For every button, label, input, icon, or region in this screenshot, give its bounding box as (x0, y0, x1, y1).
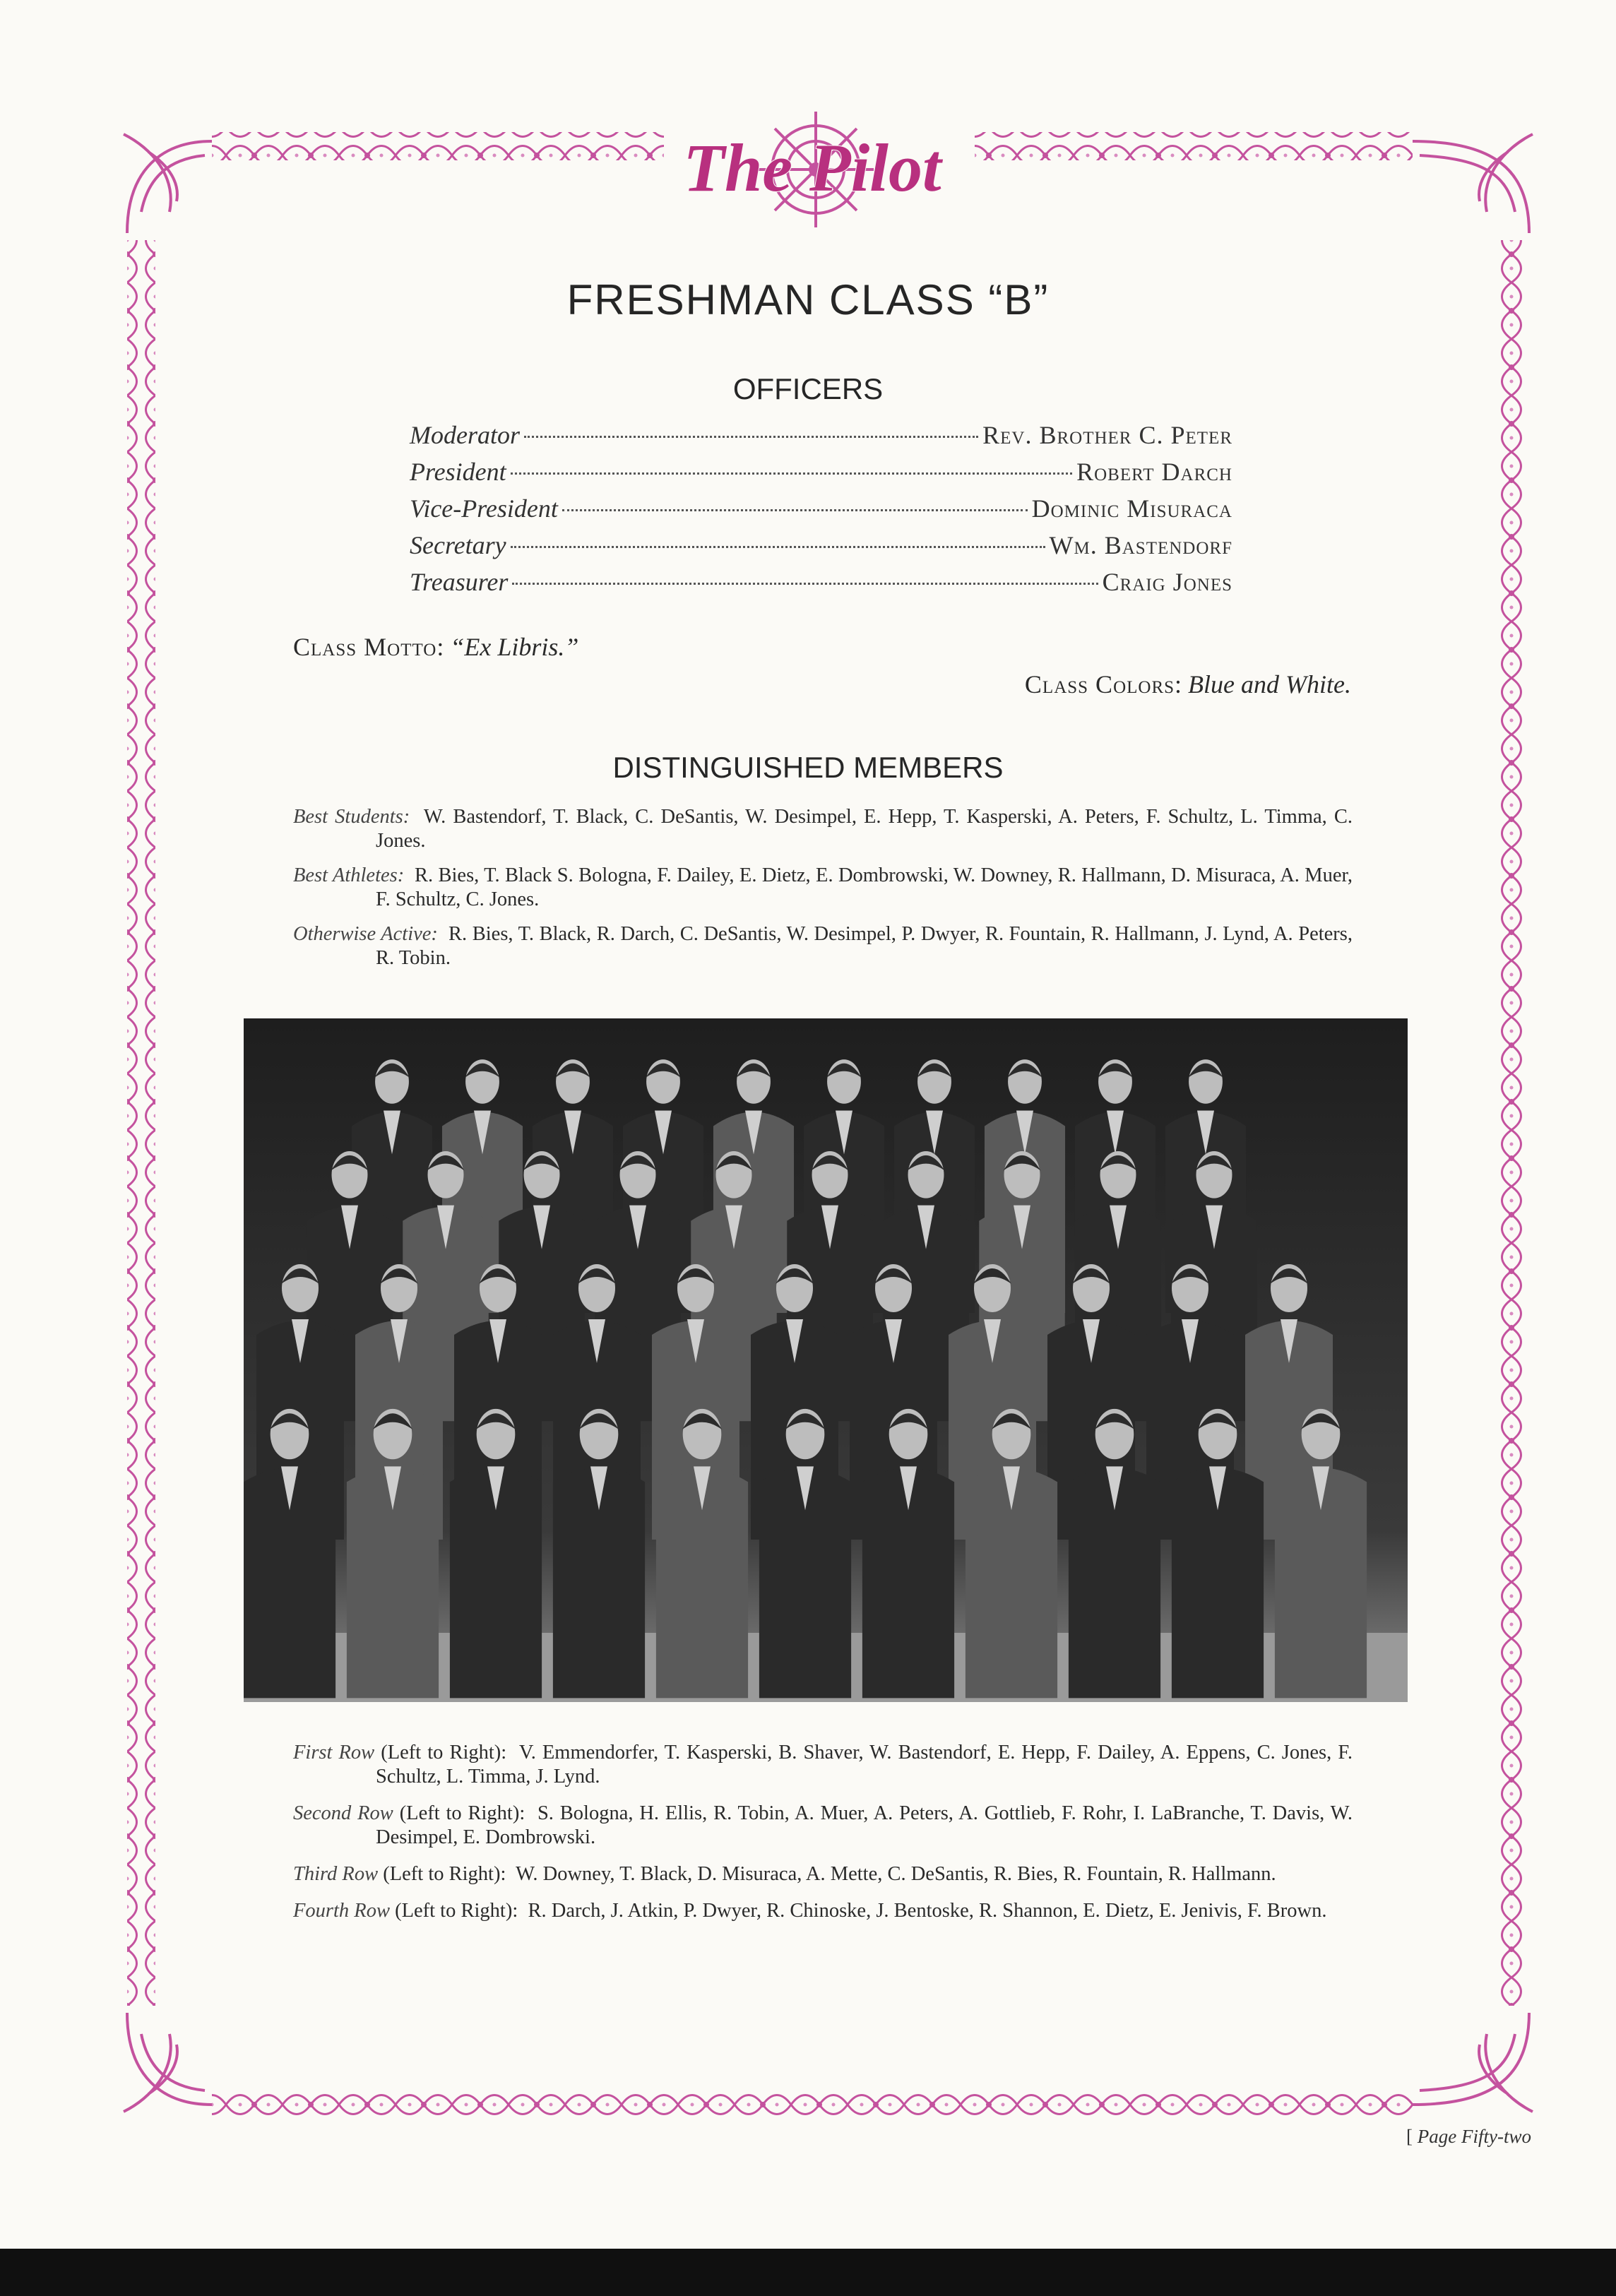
caption-row: Second Row (Left to Right): S. Bologna, H. Ellis, R. Tobin, A. Muer, A. Peters, A. Gottlieb, F. Rohr, I. LaBranche, T. Davis, W. Desimpel, E. Dombrowski. (293, 1802, 1353, 1848)
row-label: Third Row (293, 1863, 379, 1885)
caption-row: First Row (Left to Right): V. Emmendorfer, T. Kasperski, B. Shaver, W. Bastendorf, E. Hepp, F. Dailey, A. Eppens, C. Jones, F. Schultz, L. Timma, J. Lynd. (293, 1742, 1353, 1788)
dot-leader (524, 436, 978, 438)
row-names: R. Darch, J. Atkin, P. Dwyer, R. Chinoske, J. Bentoske, R. Shannon, E. Dietz, E. Jenivis, F. Brown. (528, 1900, 1327, 1922)
officer-row (410, 494, 1232, 530)
officer-name: Rev. Brother C. Peter (982, 421, 1232, 449)
motto-value: “Ex Libris.” (450, 633, 579, 661)
dot-leader (512, 583, 1098, 585)
dot-leader (511, 546, 1045, 548)
officer-row (410, 420, 1232, 457)
member-category: Best Athletes: R. Bies, T. Black S. Bologna, F. Dailey, E. Dietz, E. Dombrowski, W. Downey, R. Hallmann, D. Misuraca, A. Muer, F. Schultz, C. Jones. (293, 864, 1353, 910)
officer-name: Robert Darch (1076, 458, 1232, 486)
class-colors: Class Colors: Blue and White. (1024, 670, 1351, 698)
distinguished-heading: DISTINGUISHED MEMBERS (612, 751, 1004, 784)
category-label: Otherwise Active (293, 923, 432, 945)
masthead-text: The Pilot (683, 130, 941, 206)
class-group-photo (244, 1018, 1408, 1702)
member-category: Best Students: W. Bastendorf, T. Black, C. DeSantis, W. Desimpel, E. Hepp, T. Kasperski, A. Peters, F. Schultz, L. Timma, C. Jones. (293, 806, 1353, 852)
officer-name: Wm. Bastendorf (1049, 531, 1232, 559)
page-number: [ Page Fifty-two (1406, 2126, 1531, 2147)
row-label: Second Row (293, 1802, 393, 1824)
dot-leader (511, 472, 1072, 475)
category-names: W. Bastendorf, T. Black, C. DeSantis, W. Desimpel, E. Hepp, T. Kasperski, A. Peters, F. Schultz, L. Timma, C. Jones. (376, 806, 1353, 852)
caption-row: Fourth Row (Left to Right): R. Darch, J. Atkin, P. Dwyer, R. Chinoske, J. Bentoske, R. Shannon, E. Dietz, E. Jenivis, F. Brown. (293, 1900, 1327, 1922)
officer-role: Vice-President (410, 494, 558, 523)
row-names: W. Downey, T. Black, D. Misuraca, A. Mette, C. DeSantis, R. Bies, R. Fountain, R. Hallmann. (516, 1863, 1276, 1885)
officer-role: Secretary (410, 531, 506, 559)
category-label: Best Athletes (293, 864, 398, 886)
category-names: R. Bies, T. Black S. Bologna, F. Dailey, E. Dietz, E. Dombrowski, W. Downey, R. Hallmann, D. Misuraca, A. Muer, F. Schultz, C. Jones. (376, 864, 1353, 910)
pilot-masthead-logo (646, 106, 978, 230)
caption-row: Third Row (Left to Right): W. Downey, T. Black, D. Misuraca, A. Mette, C. DeSantis, R. Bies, R. Fountain, R. Hallmann. (293, 1863, 1276, 1885)
class-motto: Class Motto: “Ex Libris.” (293, 633, 579, 661)
officers-list (410, 420, 1232, 604)
row-direction: (Left to Right) (399, 1802, 520, 1824)
colors-value: Blue and White. (1188, 670, 1351, 698)
officer-role: Moderator (410, 421, 520, 449)
page-title: FRESHMAN CLASS “B” (566, 276, 1050, 323)
category-label: Best Students (293, 806, 403, 828)
category-names: R. Bies, T. Black, R. Darch, C. DeSantis, W. Desimpel, P. Dwyer, R. Fountain, R. Hallmann, J. Lynd, A. Peters, R. Tobin. (376, 923, 1353, 969)
member-category: Otherwise Active: R. Bies, T. Black, R. Darch, C. DeSantis, W. Desimpel, P. Dwyer, R. Fountain, R. Hallmann, J. Lynd, A. Peters, R. Tobin. (293, 923, 1353, 969)
row-label: First Row (293, 1742, 375, 1763)
officers-heading: OFFICERS (732, 372, 884, 405)
row-direction: (Left to Right) (383, 1863, 501, 1885)
motto-label: Class Motto (293, 633, 437, 661)
officer-row (410, 457, 1232, 494)
row-label: Fourth Row (293, 1900, 390, 1922)
officer-name: Dominic Misuraca (1031, 494, 1232, 523)
row-names: V. Emmendorfer, T. Kasperski, B. Shaver, W. Bastendorf, E. Hepp, F. Dailey, A. Eppens, C. Jones, F. Schultz, L. Timma, J. Lynd. (376, 1742, 1353, 1788)
colors-label: Class Colors (1024, 670, 1175, 698)
officer-role: President (410, 458, 506, 486)
row-direction: (Left to Right) (381, 1742, 501, 1763)
officer-row (410, 567, 1232, 604)
page-label: Page Fifty-two (1417, 2126, 1531, 2147)
scan-edge-strip (0, 2249, 1616, 2296)
row-names: S. Bologna, H. Ellis, R. Tobin, A. Muer, A. Peters, A. Gottlieb, F. Rohr, I. LaBranche, T. Davis, W. Desimpel, E. Dombrowski. (376, 1802, 1353, 1848)
officer-row (410, 530, 1232, 567)
row-direction: (Left to Right) (395, 1900, 513, 1922)
dot-leader (562, 509, 1028, 511)
distinguished-members (293, 805, 1353, 981)
photo-captions (293, 1741, 1353, 1936)
officer-name: Craig Jones (1102, 568, 1232, 596)
officer-role: Treasurer (410, 568, 509, 596)
